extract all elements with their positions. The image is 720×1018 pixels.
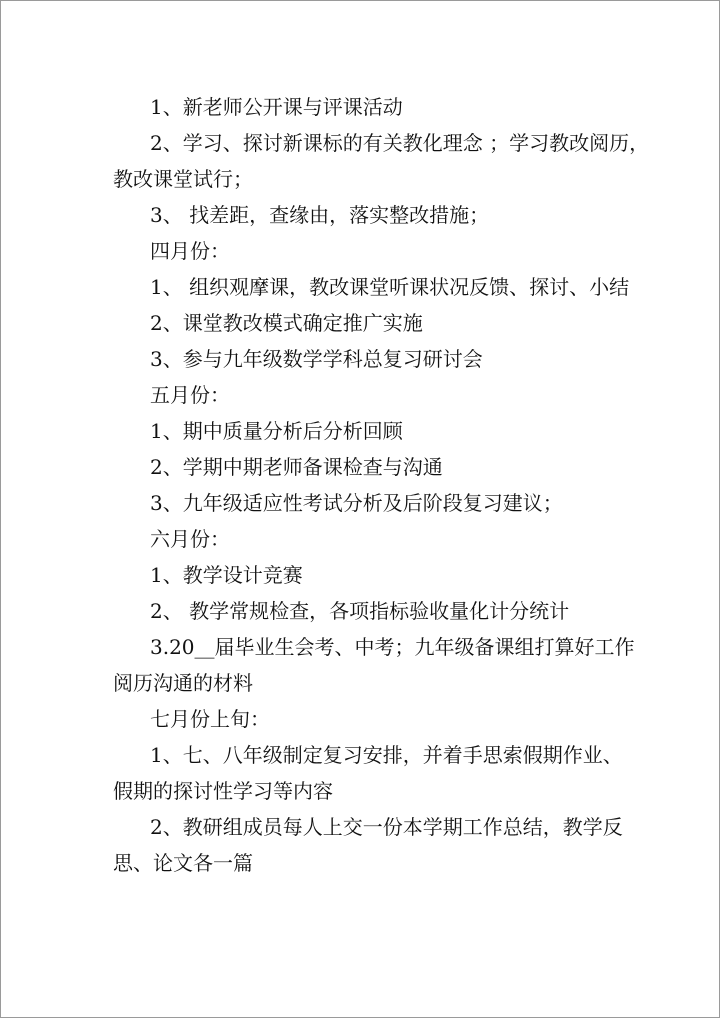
paragraph-line: 2、教研组成员每人上交一份本学期工作总结，教学反: [150, 815, 623, 839]
document-body: [113, 89, 650, 881]
paragraph-line: 2、课堂教改模式确定推广实施: [150, 311, 423, 335]
paragraph-line: 3、 找差距，查缘由，落实整改措施；: [150, 203, 490, 227]
paragraph-line: 2、学期中期老师备课检查与沟通: [150, 455, 443, 479]
paragraph-line: 3.20__届毕业生会考、中考；九年级备课组打算好工作: [150, 635, 635, 659]
paragraph-line-continuation: 假期的探讨性学习等内容: [113, 779, 333, 803]
paragraph-line: 1、教学设计竞赛: [150, 563, 303, 587]
section-heading-june: 六月份：: [150, 527, 230, 551]
paragraph-line: 3、九年级适应性考试分析及后阶段复习建议；: [150, 491, 563, 515]
paragraph-line: 2、 教学常规检查，各项指标验收量化计分统计: [150, 599, 570, 623]
paragraph-line-continuation: 思、论文各一篇: [113, 851, 253, 875]
paragraph-line: 1、新老师公开课与评课活动: [150, 95, 403, 119]
paragraph-line: 1、期中质量分析后分析回顾: [150, 419, 403, 443]
section-heading-may: 五月份：: [150, 383, 230, 407]
paragraph-line: 1、七、八年级制定复习安排，并着手思索假期作业、: [150, 743, 623, 767]
paragraph-line-continuation: 教改课堂试行；: [113, 167, 253, 191]
section-heading-july: 七月份上旬：: [150, 707, 270, 731]
paragraph-line: 2、学习、探讨新课标的有关教化理念 ；学习教改阅历，: [150, 131, 650, 155]
paragraph-line: 3、参与九年级数学学科总复习研讨会: [150, 347, 483, 371]
paragraph-line-continuation: 阅历沟通的材料: [113, 671, 253, 695]
paragraph-line: 1、 组织观摩课，教改课堂听课状况反馈、探讨、小结: [150, 275, 630, 299]
section-heading-april: 四月份：: [150, 239, 230, 263]
